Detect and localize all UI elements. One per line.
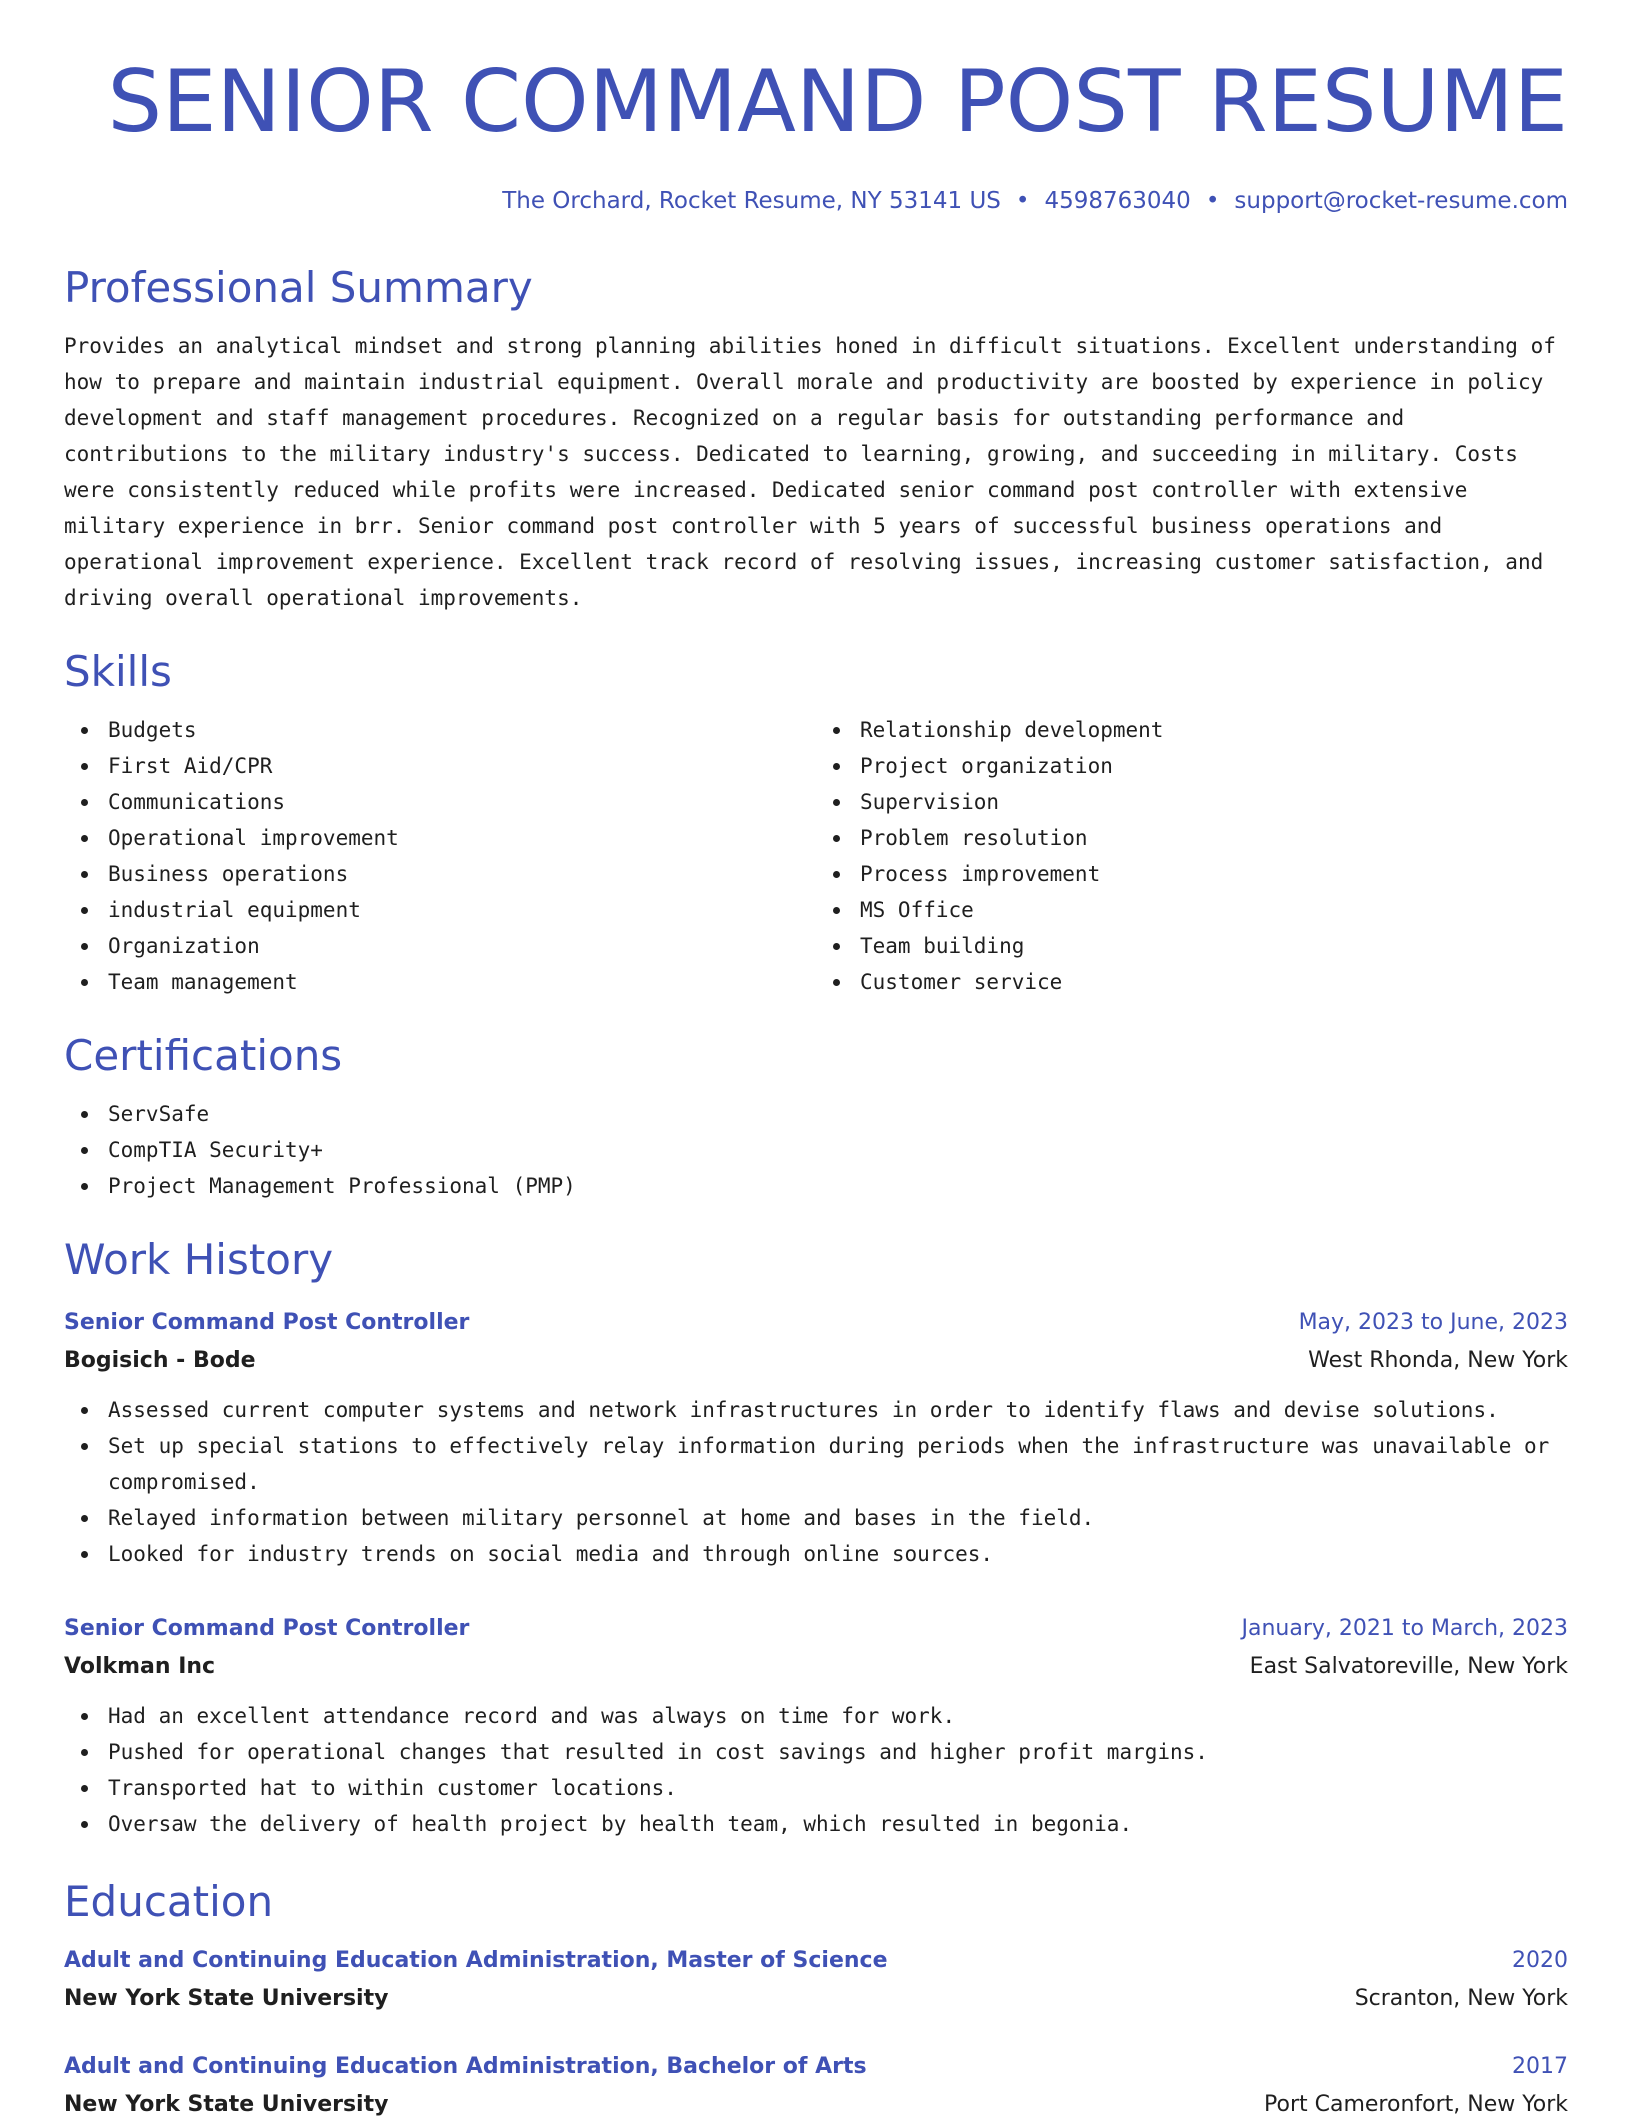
certification-item: CompTIA Security+	[64, 1132, 1568, 1168]
education-degree: Adult and Continuing Education Administration, Bachelor of Arts	[64, 2054, 867, 2079]
contact-line	[64, 186, 1568, 216]
education-year: 2017	[1512, 2054, 1568, 2079]
education-heading: Education	[64, 1877, 274, 1926]
job-company-row	[64, 1648, 1568, 1686]
skill-item: Relationship development	[816, 712, 1568, 748]
job-duties-list	[64, 1698, 1568, 1842]
job-entry	[64, 1304, 1568, 1572]
skills-list-left	[64, 712, 816, 1000]
job-duties-list	[64, 1392, 1568, 1572]
certification-item: Project Management Professional (PMP)	[64, 1168, 1568, 1204]
job-title-row	[64, 1304, 1568, 1342]
skills-heading: Skills	[64, 647, 172, 696]
skill-item: Process improvement	[816, 856, 1568, 892]
job-duty-item: Assessed current computer systems and network infrastructures in order to identify flaws and devise solutions.	[64, 1392, 1568, 1428]
certifications-heading: Certifications	[64, 1031, 343, 1080]
contact-separator: •	[1015, 188, 1030, 214]
skill-item: Project organization	[816, 748, 1568, 784]
skill-item: Business operations	[64, 856, 816, 892]
contact-email: support@rocket-resume.com	[1234, 188, 1568, 214]
skill-item: Organization	[64, 928, 816, 964]
job-entry	[64, 1610, 1568, 1842]
resume-name: SENIOR COMMAND POST RESUME	[107, 52, 1568, 152]
education-school-row	[64, 2086, 1568, 2124]
job-location: East Salvatoreville, New York	[1249, 1654, 1568, 1679]
contact-address: The Orchard, Rocket Resume, NY 53141 US	[502, 188, 1001, 214]
skill-item: Supervision	[816, 784, 1568, 820]
education-location: Scranton, New York	[1354, 1986, 1568, 2011]
education-entry	[64, 2048, 1568, 2124]
job-title: Senior Command Post Controller	[64, 1616, 470, 1641]
job-company: Bogisich - Bode	[64, 1348, 256, 1373]
skill-item: Communications	[64, 784, 816, 820]
job-duty-item: Oversaw the delivery of health project by health team, which resulted in begonia.	[64, 1806, 1568, 1842]
skill-item: Team management	[64, 964, 816, 1000]
work-history-section	[64, 1234, 1568, 1842]
job-title-row	[64, 1610, 1568, 1648]
skill-item: Problem resolution	[816, 820, 1568, 856]
education-school: New York State University	[64, 2092, 389, 2117]
job-duty-item: Pushed for operational changes that resulted in cost savings and higher profit margins.	[64, 1734, 1568, 1770]
skill-item: First Aid/CPR	[64, 748, 816, 784]
summary-section	[64, 262, 1568, 616]
education-year: 2020	[1512, 1948, 1568, 1973]
job-company-row	[64, 1342, 1568, 1380]
education-degree-row	[64, 2048, 1568, 2086]
education-section	[64, 1876, 1568, 2124]
education-degree-row	[64, 1942, 1568, 1980]
resume-header	[64, 0, 1568, 216]
education-entry	[64, 1942, 1568, 2018]
skills-list-right	[816, 712, 1568, 1000]
job-duty-item: Transported hat to within customer locations.	[64, 1770, 1568, 1806]
skill-item: Operational improvement	[64, 820, 816, 856]
skills-column-right	[816, 712, 1568, 1000]
job-duty-item: Relayed information between military personnel at home and bases in the field.	[64, 1500, 1568, 1536]
education-location: Port Cameronfort, New York	[1264, 2092, 1568, 2117]
skill-item: Customer service	[816, 964, 1568, 1000]
job-duty-item: Looked for industry trends on social media and through online sources.	[64, 1536, 1568, 1572]
certifications-section	[64, 1030, 1568, 1204]
skills-grid	[64, 712, 1568, 1000]
skill-item: Team building	[816, 928, 1568, 964]
education-school-row	[64, 1980, 1568, 2018]
certifications-list	[64, 1096, 1568, 1204]
education-degree: Adult and Continuing Education Administration, Master of Science	[64, 1948, 888, 1973]
contact-phone: 4598763040	[1044, 188, 1191, 214]
job-dates: May, 2023 to June, 2023	[1298, 1310, 1568, 1335]
work-history-heading: Work History	[64, 1235, 334, 1284]
job-title: Senior Command Post Controller	[64, 1310, 470, 1335]
skill-item: Budgets	[64, 712, 816, 748]
certification-item: ServSafe	[64, 1096, 1568, 1132]
skills-column-left	[64, 712, 816, 1000]
summary-heading: Professional Summary	[64, 263, 533, 312]
skill-item: industrial equipment	[64, 892, 816, 928]
education-school: New York State University	[64, 1986, 389, 2011]
job-duty-item: Set up special stations to effectively relay information during periods when the infrastructure was unavailable or compromised.	[64, 1428, 1568, 1500]
skills-section	[64, 646, 1568, 1000]
job-location: West Rhonda, New York	[1308, 1348, 1568, 1373]
job-dates: January, 2021 to March, 2023	[1241, 1616, 1568, 1641]
contact-separator: •	[1205, 188, 1220, 214]
summary-text: Provides an analytical mindset and strong planning abilities honed in difficult situations. Excellent understanding of how to prepare and maintain industrial equipment. Overall morale and productivity are boosted by experience in policy development and staff management procedures. Recognized on a regular basis for outstanding performance and contributions to the military industry's success. Dedicated to learning, growing, and succeeding in military. Costs were consistently reduced while profits were increased. Dedicated senior command post controller with extensive military experience in brr. Senior command post controller with 5 years of successful business operations and operational improvement experience. Excellent track record of resolving issues, increasing customer satisfaction, and driving overall operational improvements.	[64, 334, 1556, 610]
job-duty-item: Had an excellent attendance record and was always on time for work.	[64, 1698, 1568, 1734]
job-company: Volkman Inc	[64, 1654, 216, 1679]
skill-item: MS Office	[816, 892, 1568, 928]
